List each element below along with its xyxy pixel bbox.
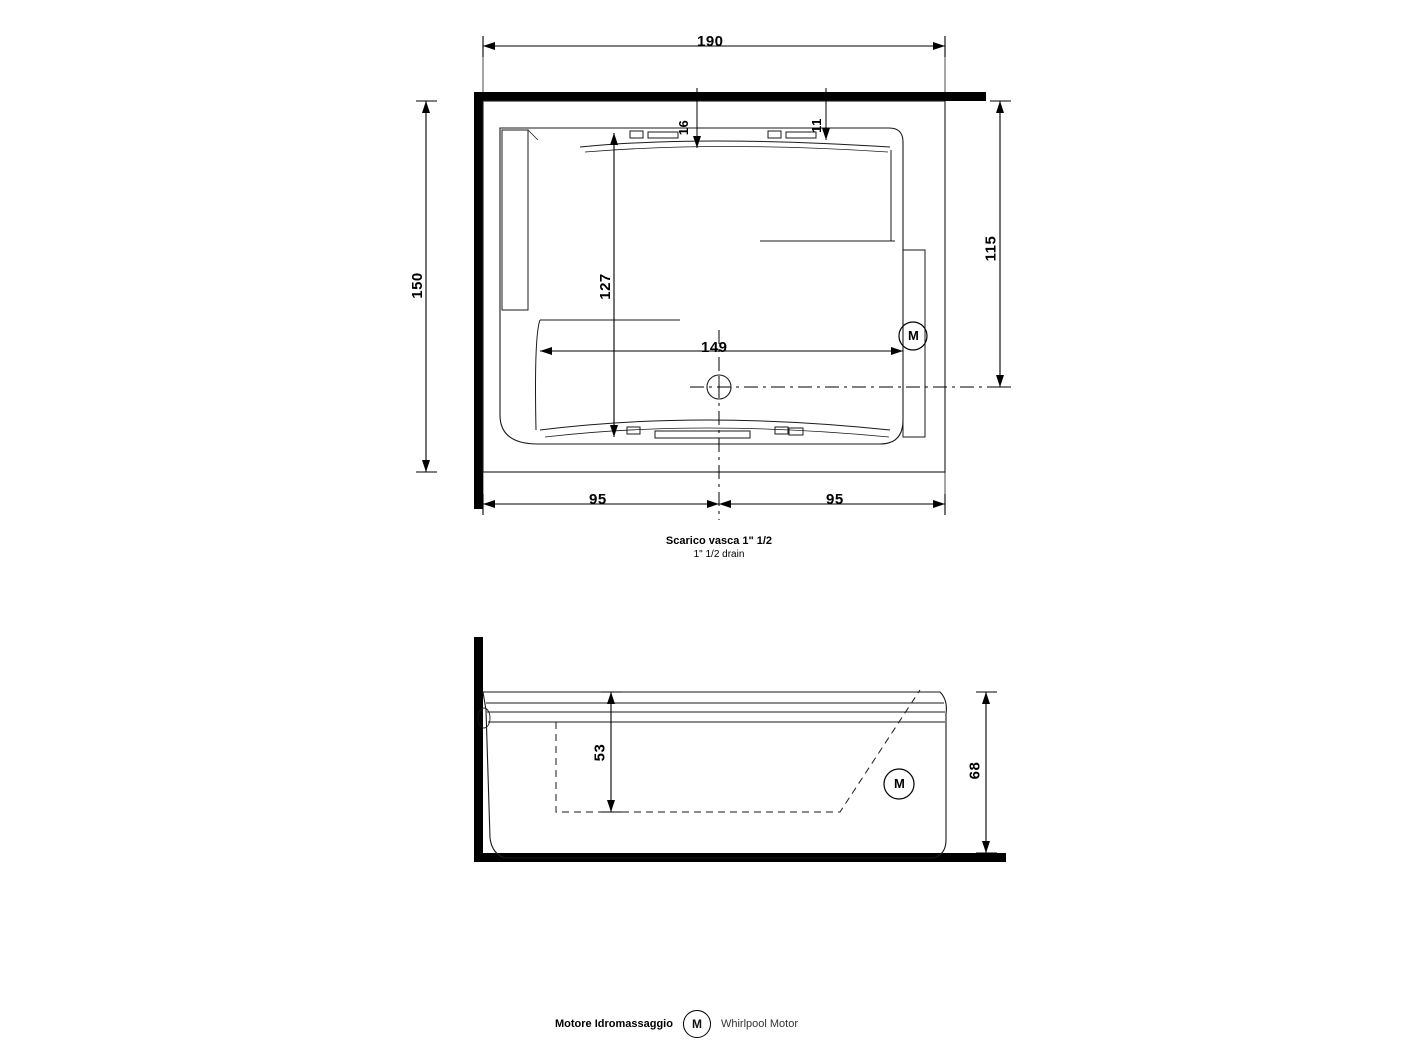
dim-label-95-right: 95 [826, 491, 844, 508]
legend-label-en: Whirlpool Motor [720, 1018, 798, 1030]
legend-label-it: Motore Idromassaggio [555, 1018, 673, 1030]
motor-housing [903, 250, 925, 437]
wall-top [474, 92, 986, 101]
motor-label-section: M [894, 776, 906, 791]
tub-outer-outline [483, 101, 945, 472]
dim-label-190: 190 [697, 33, 724, 50]
wall-left [474, 92, 483, 509]
tub-inner-rim [500, 128, 903, 444]
section-tub-outline [483, 692, 946, 858]
section-wall-left [474, 637, 483, 862]
inner-contour-bottom [540, 420, 890, 430]
dim-label-53: 53 [591, 743, 609, 762]
dim-label-95-left: 95 [589, 491, 607, 508]
headrest-left [502, 130, 528, 310]
dim-label-68: 68 [966, 761, 984, 780]
jets-top [630, 131, 816, 138]
dim-label-149: 149 [701, 339, 728, 356]
dim-label-127: 127 [596, 273, 614, 300]
drain-note-en: 1" 1/2 drain [693, 549, 745, 560]
inner-contour-top [580, 141, 890, 147]
drain-note-it: Scarico vasca 1" 1/2 [665, 535, 773, 547]
dim-label-11: 11 [808, 118, 824, 133]
dim-label-115: 115 [982, 235, 1000, 262]
legend [555, 1010, 798, 1038]
motor-label-plan: M [908, 328, 920, 343]
motor-icon: M [683, 1010, 711, 1038]
dim-label-150: 150 [408, 272, 426, 299]
dim-label-16: 16 [676, 119, 692, 136]
